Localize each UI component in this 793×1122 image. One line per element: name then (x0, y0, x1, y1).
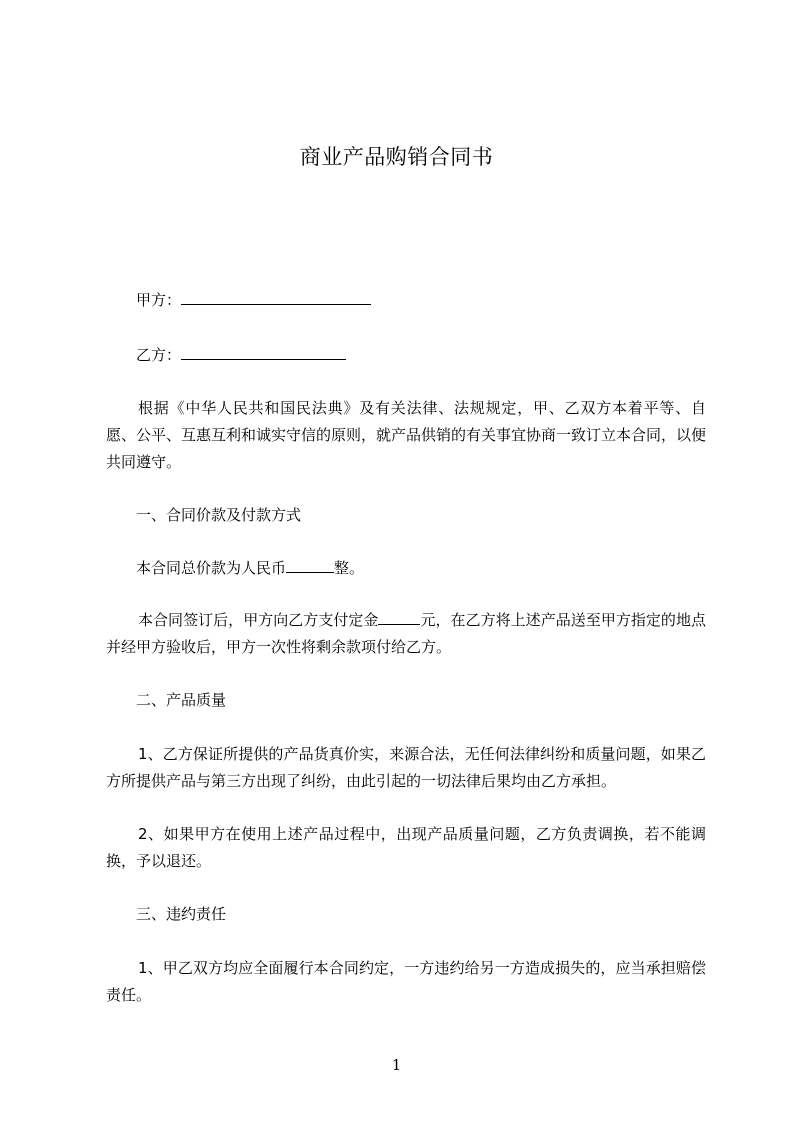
section-heading: 一、合同价款及付款方式 (136, 506, 302, 524)
total-price-suffix: 整。 (334, 559, 365, 577)
party-b-label: 乙方： (136, 346, 182, 364)
document-title: 商业产品购销合同书 (299, 145, 494, 169)
party-a-line (136, 290, 371, 310)
page-number: 1 (391, 1056, 402, 1074)
total-price-prefix: 本合同总价款为人民币 (136, 559, 287, 577)
clause-paragraph: 2、如果甲方在使用上述产品过程中，出现产品质量问题，乙方负责调换，若不能调换，予以退还。 (106, 825, 706, 870)
intro-paragraph: 根据《中华人民共和国民法典》及有关法律、法规规定，甲、乙双方本着平等、自愿、公平、互惠互利和诚实守信的原则，就产品供销的有关事宜协商一致订立本合同，以便共同遵守。 (106, 399, 707, 471)
party-b-line (136, 345, 346, 365)
deposit-blank (378, 610, 420, 625)
party-a-blank (181, 290, 371, 305)
party-b-blank (181, 345, 346, 360)
clause-paragraph: 1、甲乙双方均应全面履行本合同约定，一方违约给另一方造成损失的，应当承担赔偿责任。 (106, 959, 706, 1004)
deposit-prefix: 本合同签订后，甲方向乙方支付定金 (138, 611, 379, 629)
section-heading: 二、产品质量 (136, 691, 227, 709)
deposit-suffix: 元，在乙方将上述产品送至甲方指定的地点并经甲方验收后，甲方一次性将剩余款项付给乙方。 (106, 611, 706, 656)
total-price-line (136, 558, 364, 578)
section-heading: 三、违约责任 (136, 905, 227, 923)
deposit-paragraph (106, 607, 706, 661)
total-price-blank (286, 558, 334, 573)
party-a-label: 甲方： (136, 291, 182, 309)
clause-paragraph: 1、乙方保证所提供的产品货真价实，来源合法，无任何法律纠纷和质量问题，如果乙方所提供产品与第三方出现了纠纷，由此引起的一切法律后果均由乙方承担。 (106, 745, 706, 790)
